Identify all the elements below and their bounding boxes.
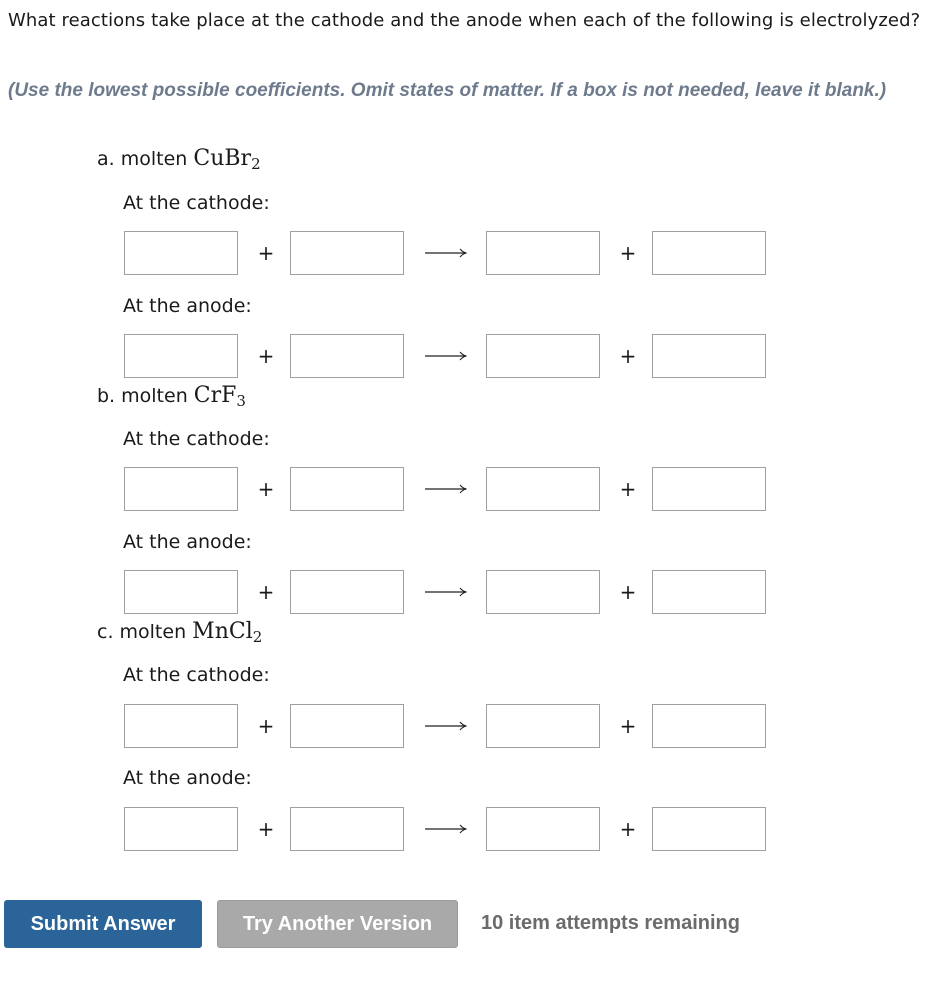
part-a-anode-product-plus: +: [619, 344, 637, 368]
part-b-cathode-box-1[interactable]: [124, 467, 238, 511]
part-a-anode-box-1[interactable]: [124, 334, 238, 378]
part-a-anode-label: At the anode:: [123, 295, 252, 317]
part-c-anode-product-plus: +: [619, 817, 637, 841]
part-a-cathode-box-1[interactable]: [124, 231, 238, 275]
try-another-version-button[interactable]: Try Another Version: [217, 900, 458, 948]
part-a-cathode-box-3[interactable]: [486, 231, 600, 275]
part-a-anode-box-4[interactable]: [652, 334, 766, 378]
part-b-label: b. molten: [97, 385, 188, 407]
attempts-remaining-text: 10 item attempts remaining: [481, 912, 740, 934]
part-c-anode-reactant-plus: +: [257, 817, 275, 841]
part-c-cathode-box-4[interactable]: [652, 704, 766, 748]
part-c-anode-label: At the anode:: [123, 767, 252, 789]
part-b-cathode-product-plus: +: [619, 477, 637, 501]
part-b-anode-reaction-arrow-icon: [424, 585, 468, 599]
part-a-anode-reactant-plus: +: [257, 344, 275, 368]
part-a-formula: CuBr$_2$: [193, 146, 261, 173]
part-c-anode-box-2[interactable]: [290, 807, 404, 851]
instructions-text: (Use the lowest possible coefficients. Omit states of matter. If a box is not needed, leave it blank.): [8, 80, 887, 101]
part-b-header: [97, 383, 246, 410]
part-a-cathode-label: At the cathode:: [123, 192, 270, 214]
part-c-cathode-box-3[interactable]: [486, 704, 600, 748]
part-b-anode-reactant-plus: +: [257, 580, 275, 604]
part-c-formula: MnCl$_2$: [192, 619, 263, 646]
submit-answer-button[interactable]: Submit Answer: [4, 900, 202, 948]
part-b-cathode-label: At the cathode:: [123, 428, 270, 450]
part-b-cathode-box-2[interactable]: [290, 467, 404, 511]
part-c-header: [97, 619, 262, 646]
part-c-label: c. molten: [97, 621, 187, 643]
part-b-anode-box-1[interactable]: [124, 570, 238, 614]
part-c-anode-box-4[interactable]: [652, 807, 766, 851]
part-a-cathode-box-2[interactable]: [290, 231, 404, 275]
part-c-anode-box-1[interactable]: [124, 807, 238, 851]
question-text: What reactions take place at the cathode and the anode when each of the following is electrolyzed?: [8, 10, 921, 31]
part-b-anode-box-3[interactable]: [486, 570, 600, 614]
part-c-cathode-label: At the cathode:: [123, 664, 270, 686]
part-a-anode-box-2[interactable]: [290, 334, 404, 378]
part-b-anode-label: At the anode:: [123, 531, 252, 553]
part-c-cathode-product-plus: +: [619, 714, 637, 738]
part-c-anode-reaction-arrow-icon: [424, 822, 468, 836]
part-a-header: [97, 146, 261, 173]
part-a-label: a. molten: [97, 148, 188, 170]
part-c-cathode-box-2[interactable]: [290, 704, 404, 748]
part-b-cathode-reaction-arrow-icon: [424, 482, 468, 496]
part-b-cathode-box-3[interactable]: [486, 467, 600, 511]
part-a-cathode-reactant-plus: +: [257, 241, 275, 265]
part-a-anode-box-3[interactable]: [486, 334, 600, 378]
part-a-anode-reaction-arrow-icon: [424, 349, 468, 363]
part-c-cathode-reactant-plus: +: [257, 714, 275, 738]
part-b-cathode-reactant-plus: +: [257, 477, 275, 501]
part-c-cathode-reaction-arrow-icon: [424, 719, 468, 733]
part-b-anode-box-4[interactable]: [652, 570, 766, 614]
part-a-cathode-product-plus: +: [619, 241, 637, 265]
part-b-anode-product-plus: +: [619, 580, 637, 604]
part-b-anode-box-2[interactable]: [290, 570, 404, 614]
part-c-anode-box-3[interactable]: [486, 807, 600, 851]
part-a-cathode-box-4[interactable]: [652, 231, 766, 275]
part-b-formula: CrF$_3$: [193, 383, 246, 410]
part-a-cathode-reaction-arrow-icon: [424, 246, 468, 260]
part-c-cathode-box-1[interactable]: [124, 704, 238, 748]
part-b-cathode-box-4[interactable]: [652, 467, 766, 511]
